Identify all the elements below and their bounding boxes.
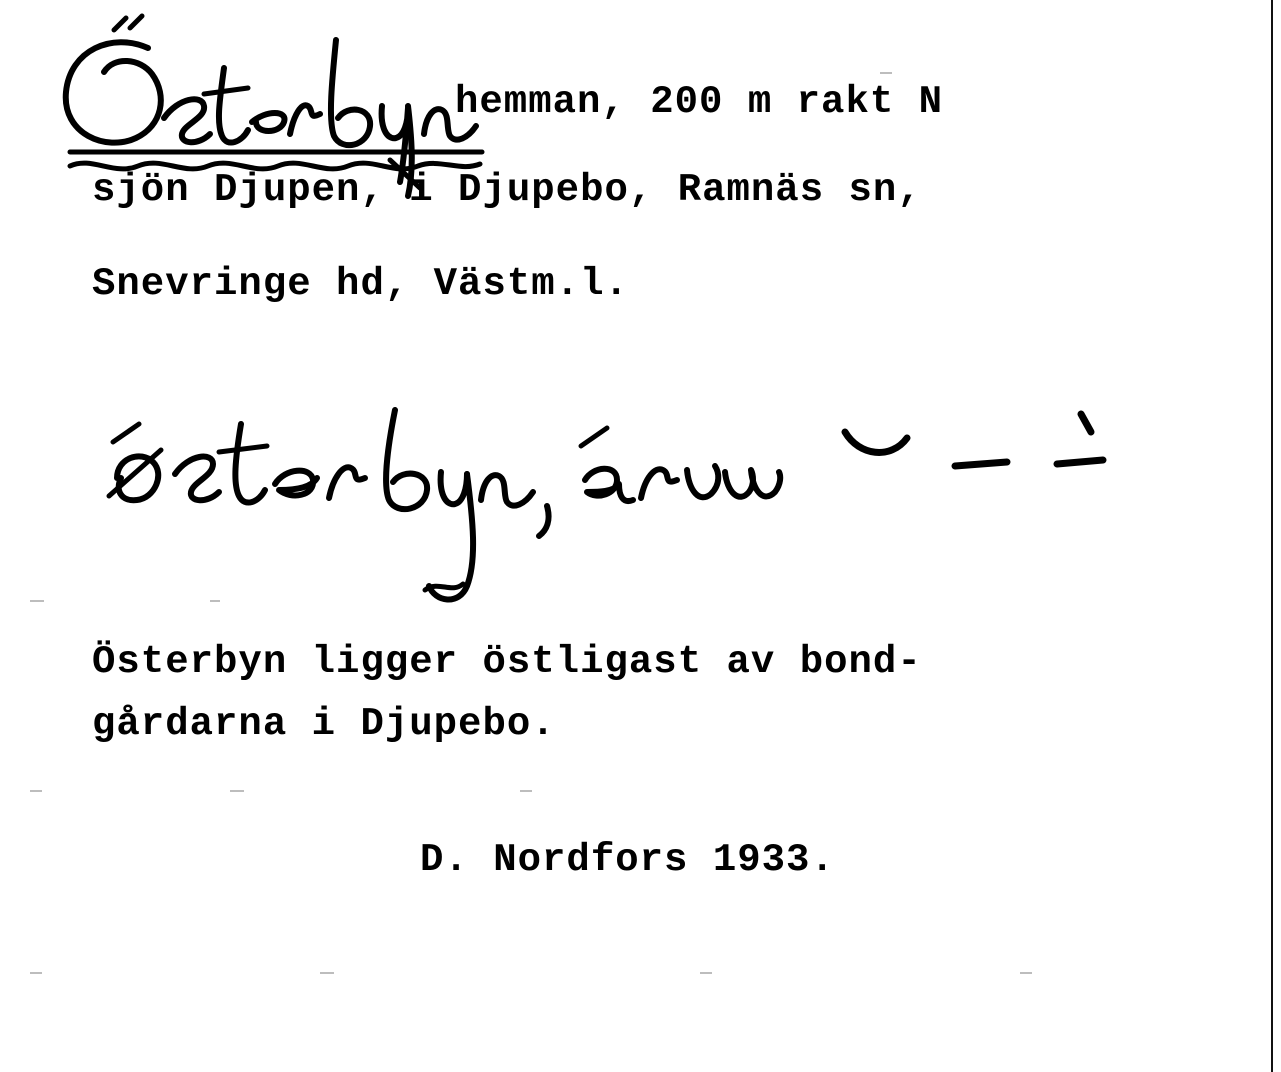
scan-speck	[210, 600, 220, 602]
scan-speck	[880, 72, 892, 74]
scan-speck	[700, 972, 712, 974]
signature-attribution: D. Nordfors 1933.	[420, 838, 835, 882]
scan-speck	[320, 972, 334, 974]
scan-speck	[520, 790, 532, 792]
typed-line-5: gårdarna i Djupebo.	[92, 702, 556, 746]
typed-line-3: Snevringe hd, Västm.l.	[92, 262, 629, 306]
typed-line-4: Österbyn ligger östligast av bond-	[92, 640, 922, 684]
scan-speck	[30, 600, 44, 602]
handwritten-phonetic-transcription	[95, 380, 1135, 630]
scan-speck	[30, 790, 42, 792]
scan-speck	[230, 790, 244, 792]
typed-line-2: sjön Djupen, i Djupebo, Ramnäs sn,	[92, 168, 922, 212]
scan-speck	[1020, 972, 1032, 974]
scan-edge-line	[1271, 0, 1273, 1072]
typed-line-1: hemman, 200 m rakt N	[455, 80, 944, 124]
scan-speck	[30, 972, 42, 974]
